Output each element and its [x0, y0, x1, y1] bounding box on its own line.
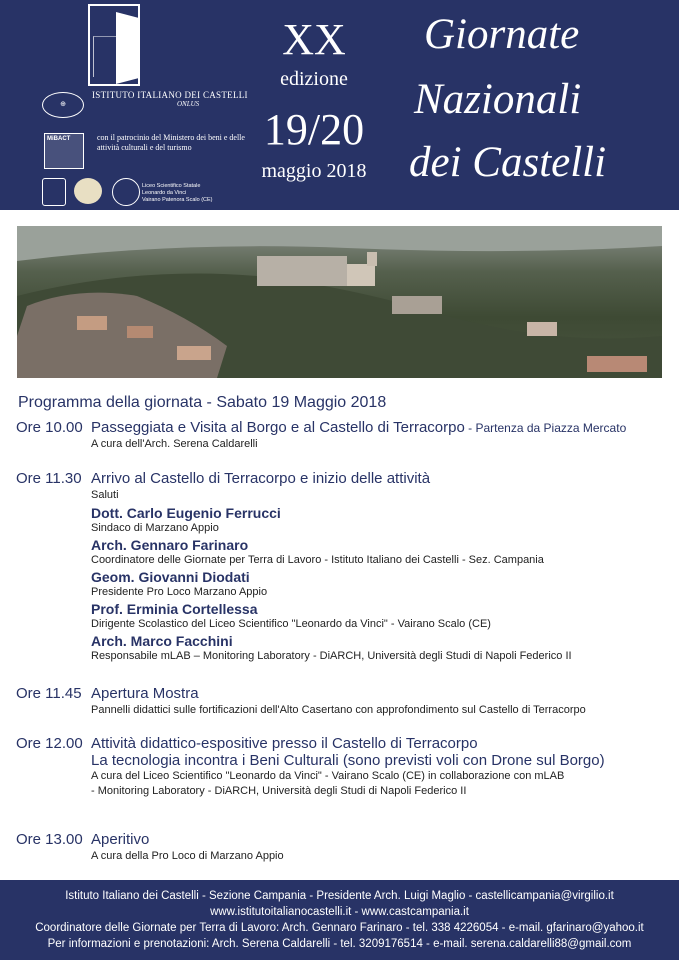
event-4-desc-2: - Monitoring Laboratory - DiARCH, Università degli Studi di Napoli Federico II: [91, 785, 467, 797]
speaker-1-role: Sindaco di Marzano Appio: [91, 522, 219, 534]
speaker-4-name: Prof. Erminia Cortellessa: [91, 601, 258, 617]
speaker-3-name: Geom. Giovanni Diodati: [91, 569, 250, 585]
speaker-2-role: Coordinatore delle Giornate per Terra di Lavoro - Istituto Italiano dei Castelli - Sez. Campania: [91, 554, 544, 566]
event-4-title: Attività didattico-espositive presso il Castello di Terracorpo: [91, 735, 478, 752]
vitruvian-logo-icon: [112, 178, 140, 206]
footer-contacts: [0, 880, 679, 960]
speaker-2-name: Arch. Gennaro Farinaro: [91, 537, 249, 553]
liceo-line-2: Leonardo da Vinci: [142, 190, 187, 196]
castle-aerial-photo: [17, 226, 662, 378]
liceo-logo-text: [142, 183, 213, 204]
event-5-desc: A cura della Pro Loco di Marzano Appio: [91, 850, 284, 862]
event-dates: 19/20: [263, 105, 365, 154]
event-1-time: Ore 10.00: [16, 419, 83, 436]
castle-door-logo: [88, 4, 140, 86]
footer-line-1: Istituto Italiano dei Castelli - Sezione Campania - Presidente Arch. Luigi Maglio - castellicampania@virgilio.it: [65, 890, 614, 902]
event-2-time: Ore 11.30: [16, 470, 82, 487]
globe-logo-icon: ⊕: [42, 92, 84, 118]
pro-loco-logo-icon: [74, 178, 102, 204]
speaker-5-role: Responsabile mLAB – Monitoring Laboratory - DiARCH, Università degli Studi di Napoli Federico II: [91, 650, 572, 662]
edition-label: edizione: [280, 68, 348, 90]
program-title: Programma della giornata - Sabato 19 Maggio 2018: [18, 394, 387, 411]
patrocinio-text: con il patrocinio del Ministero dei beni e delle attività culturali e del turismo: [97, 133, 245, 152]
event-1-extra: - Partenza da Piazza Mercato: [464, 421, 627, 435]
edition-number: XX: [282, 15, 346, 64]
event-month-year: maggio 2018: [261, 160, 367, 182]
event-3-time: Ore 11.45: [16, 685, 82, 702]
title-line-2: Nazionali: [414, 76, 582, 123]
speaker-4-role: Dirigente Scolastico del Liceo Scientifico "Leonardo da Vinci" - Vairano Scalo (CE): [91, 618, 491, 630]
organization-name: ISTITUTO ITALIANO DEI CASTELLI: [92, 90, 248, 100]
speaker-1-name: Dott. Carlo Eugenio Ferrucci: [91, 505, 281, 521]
mibact-logo: [44, 133, 84, 169]
event-3-title: Apertura Mostra: [91, 685, 199, 702]
event-4-time: Ore 12.00: [16, 735, 83, 752]
title-line-1: Giornate: [424, 11, 580, 58]
event-2-saluti: Saluti: [91, 489, 119, 501]
event-1-curator: A cura dell'Arch. Serena Caldarelli: [91, 438, 258, 450]
municipality-crest-icon: [42, 178, 66, 206]
event-1-title-line: [91, 419, 626, 436]
footer-line-4: Per informazioni e prenotazioni: Arch. Serena Caldarelli - tel. 3209176514 - e-mail. serena.caldarelli88@gmail.com: [47, 938, 632, 950]
event-2-title: Arrivo al Castello di Terracorpo e inizio delle attività: [91, 470, 431, 487]
title-line-3: dei Castelli: [409, 139, 607, 186]
footer-line-2: www.istitutoitalianocastelli.it - www.castcampania.it: [210, 906, 469, 918]
liceo-line-1: Liceo Scientifico Statale: [142, 183, 201, 189]
speaker-3-role: Presidente Pro Loco Marzano Appio: [91, 586, 268, 598]
organization-sub: ONLUS: [177, 100, 200, 108]
mibact-label: MiBACT: [47, 136, 71, 142]
event-5-time: Ore 13.00: [16, 831, 83, 848]
header-banner: [0, 0, 679, 210]
event-5-title: Aperitivo: [91, 831, 150, 848]
liceo-line-3: Vairano Patenora Scalo (CE): [142, 197, 213, 203]
event-1-title: Passeggiata e Visita al Borgo e al Castello di Terracorpo: [91, 419, 465, 436]
event-3-desc: Pannelli didattici sulle fortificazioni dell'Alto Casertano con approfondimento sul Castello di Terracorpo: [91, 704, 586, 716]
event-4-desc-1: A cura del Liceo Scientifico "Leonardo da Vinci" - Vairano Scalo (CE) in collaborazione con mLAB: [91, 770, 565, 782]
speaker-5-name: Arch. Marco Facchini: [91, 633, 233, 649]
event-4-subtitle: La tecnologia incontra i Beni Culturali (sono previsti voli con Drone sul Borgo): [91, 752, 605, 769]
footer-line-3: Coordinatore delle Giornate per Terra di Lavoro: Arch. Gennaro Farinaro - tel. 338 4226054 - e-mail. gfarinaro@yahoo.it: [35, 922, 644, 934]
